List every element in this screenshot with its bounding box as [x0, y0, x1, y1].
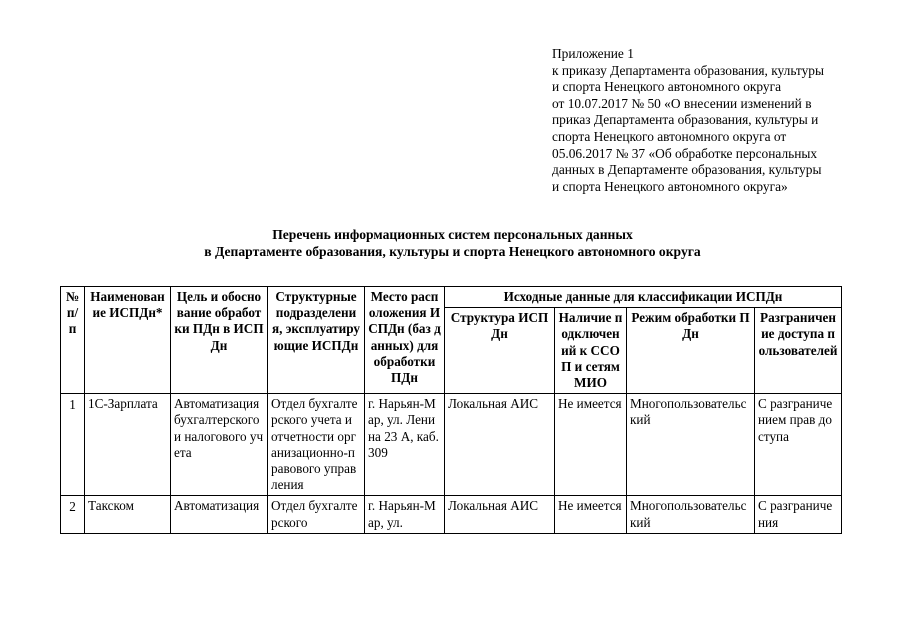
row-structure: Локальная АИС: [445, 496, 555, 533]
row-access: С разграничением прав доступа: [755, 394, 842, 496]
appendix-line: к приказу Департамента образования, культуры: [552, 62, 824, 78]
header-location: Место расположения ИСПДн (баз данных) для обработки ПДн: [365, 287, 445, 394]
header-units: Структурные подразделения, эксплуатирующие ИСПДн: [268, 287, 365, 394]
row-mode: Многопользовательский: [627, 496, 755, 533]
document-title: [0, 226, 905, 260]
appendix-line: приказ Департамента образования, культуры и: [552, 112, 819, 128]
appendix-line: Приложение 1: [552, 46, 634, 61]
appendix-line: 05.06.2017 № 37 «Об обработке персональных: [552, 145, 818, 161]
row-mode: Многопользовательский: [627, 394, 755, 496]
title-line-1: Перечень информационных систем персональных данных: [272, 227, 633, 242]
header-connection: Наличие подключений к ССОП и сетям МИО: [555, 308, 627, 394]
row-num: 1: [61, 394, 85, 496]
table-row: [61, 394, 842, 496]
header-mode: Режим обработки ПДн: [627, 308, 755, 394]
row-location: г. Нарьян-Мар, ул. Ленина 23 А, каб. 309: [365, 394, 445, 496]
row-connection: Не имеется: [555, 496, 627, 533]
appendix-line: от 10.07.2017 № 50 «О внесении изменений в: [552, 95, 812, 111]
appendix-line: данных в Департаменте образования, культуры: [552, 162, 822, 178]
header-num: № п/п: [61, 287, 85, 394]
row-num: 2: [61, 496, 85, 533]
row-location: г. Нарьян-Мар, ул.: [365, 496, 445, 533]
appendix-line: спорта Ненецкого автономного округа от: [552, 128, 787, 144]
title-line-2: в Департаменте образования, культуры и спорта Ненецкого автономного округа: [204, 244, 701, 259]
appendix-block: [552, 46, 882, 195]
header-name: Наименование ИСПДн*: [85, 287, 171, 394]
header-purpose: Цель и обоснование обработки ПДн в ИСПДн: [171, 287, 268, 394]
header-row: [61, 287, 842, 308]
row-name: 1С-Зарплата: [85, 394, 171, 496]
appendix-line: и спорта Ненецкого автономного округа»: [552, 178, 788, 194]
header-group: Исходные данные для классификации ИСПДн: [445, 287, 842, 308]
row-connection: Не имеется: [555, 394, 627, 496]
appendix-line: и спорта Ненецкого автономного округа: [552, 79, 782, 95]
row-units: Отдел бухгалтерского: [268, 496, 365, 533]
header-access: Разграничение доступа пользователей: [755, 308, 842, 394]
row-name: Такском: [85, 496, 171, 533]
ispdn-table: [60, 286, 842, 534]
row-purpose: Автоматизация бухгалтерского и налогового учета: [171, 394, 268, 496]
header-structure: Структура ИСПДн: [445, 308, 555, 394]
row-units: Отдел бухгалтерского учета и отчетности организационно-правового управления: [268, 394, 365, 496]
row-purpose: Автоматизация: [171, 496, 268, 533]
row-structure: Локальная АИС: [445, 394, 555, 496]
table-row: [61, 496, 842, 533]
row-access: С разграничения: [755, 496, 842, 533]
